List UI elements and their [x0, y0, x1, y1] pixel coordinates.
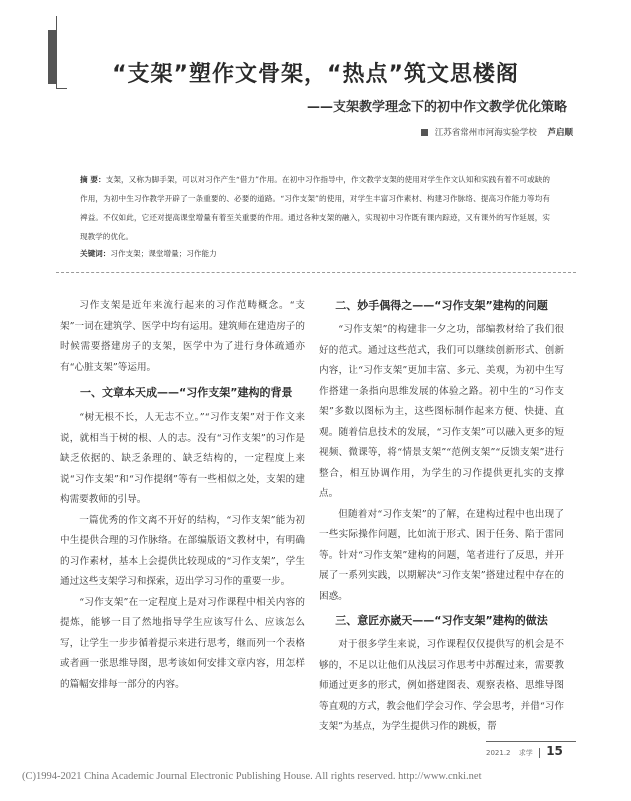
keywords-text: 习作支架；课堂增量；习作能力: [110, 249, 217, 258]
paragraph: 一篇优秀的作文离不开好的结构，“习作支架”能为初中生提供合理的习作脉络。在部编版语文教材中，有明确的习作素材，基本上会提供比较现成的“习作支架”，学生通过这些支架学习和探索，迈出学习习作的重要一步。: [60, 514, 305, 587]
page-footer: [486, 744, 563, 758]
author-line: [421, 126, 573, 138]
abstract: [80, 170, 550, 246]
paragraph: “树无根不长，人无志不立。”“习作支架”对于作文来说，就相当于树的根、人的志。没有“习作支架”的习作是缺乏依据的、缺乏条理的、缺乏结构的，一定程度上来说“习作支架”和“习作提纲”等有一些相似之处，支架的建构需要教师的引导。: [60, 412, 305, 505]
right-column: [319, 292, 564, 738]
author-affiliation: 江苏省常州市河海实验学校: [434, 128, 537, 138]
paragraph: 对于很多学生来说，习作课程仅仅提供写的机会是不够的，不足以让他们从浅层习作思考中苏醒过来，需要教师通过更多的形式，例如搭建图表、观察表格、思维导图等直观的方式，教会他们学会习作、学会思考，并借“习作支架”为基点，为学生提供习作的跳板，帮: [319, 639, 564, 732]
abstract-text: 支架，又称为脚手架，可以对习作产生“借力”作用。在初中习作指导中，作文教学支架的使用对学生作文认知和实践有着不可或缺的作用，为初中生习作教学开辟了一条重要的、必要的道路。“习作支架”的使用，对学生丰富习作素材、构建习作脉络、提高习作能力等均有裨益。不仅如此，它还对提高课堂增量有着至关重要的作用。通过各种支架的融入，实现初中习作既有课内踪迹，又有课外的写作延展，实现教学的优化。: [80, 175, 550, 241]
abstract-label: 摘 要：: [80, 175, 106, 184]
keywords-label: 关键词：: [80, 249, 111, 258]
page-number: 15: [546, 744, 563, 758]
article-subtitle: ——支架教学理念下的初中作文教学优化策略: [306, 100, 567, 115]
left-column: [60, 296, 305, 695]
section-divider: [56, 272, 576, 273]
copyright-notice: (C)1994-2021 China Academic Journal Electronic Publishing House. All rights reserved. http://www.cnki.net: [22, 771, 482, 782]
article-title: “支架”塑作文骨架，“热点”筑文思楼阁: [112, 62, 519, 87]
section-heading: 一、文章本天成——“习作支架”建构的背景: [80, 386, 293, 399]
issue-label: 2021.2: [486, 749, 511, 757]
footer-separator: [539, 748, 540, 758]
paragraph: 习作支架是近年来流行起来的习作范畴概念。“支架”一词在建筑学、医学中均有运用。建筑师在建造房子的时候需要搭建房子的支架，医学中为了进行身体疏通亦有“心脏支架”等运用。: [60, 300, 305, 373]
author-name: 芦启顺: [547, 128, 573, 138]
section-heading: 二、妙手偶得之——“习作支架”建构的问题: [335, 299, 548, 312]
paragraph: “习作支架”的构建非一夕之功，部编教材给了我们很好的范式。通过这些范式，我们可以继续创新形式、创新内容，让“习作支架”更加丰富、多元、美观，为初中生写作搭建一条指向思维发展的体验之路。初中生的“习作支架”多数以图标为主，这些图标制作起来方便、快捷、直观。随着信息技术的发展，“习作支架”可以融入更多的短视频、微课等，将“情景支架”“范例支架”“反馈支架”进行整合，相互协调作用，为学生的习作提供更扎实的支撑点。: [319, 324, 564, 499]
footer-rule: [486, 741, 576, 742]
keywords: [80, 248, 550, 259]
square-bullet-icon: [421, 129, 428, 136]
paragraph: “习作支架”在一定程度上是对习作课程中相关内容的提炼，能够一目了然地指导学生应该写什么、应该怎么写，让学生一步步循着提示来进行思考，继而列一个表格或者画一张思维导图，思考该如何安排文章内容，用怎样的篇幅安排每一部分的内容。: [60, 596, 305, 690]
journal-brand: 求学: [518, 749, 533, 757]
paragraph: 但随着对“习作支架”的了解，在建构过程中也出现了一些实际操作问题，比如流于形式、困于任务、陷于雷同等。针对“习作支架”建构的问题，笔者进行了反思，并开展了一系列实践，以期解决“习作支架”搭建过程中存在的困惑。: [319, 508, 564, 602]
section-heading: 三、意匠亦崴天——“习作支架”建构的做法: [335, 614, 548, 627]
